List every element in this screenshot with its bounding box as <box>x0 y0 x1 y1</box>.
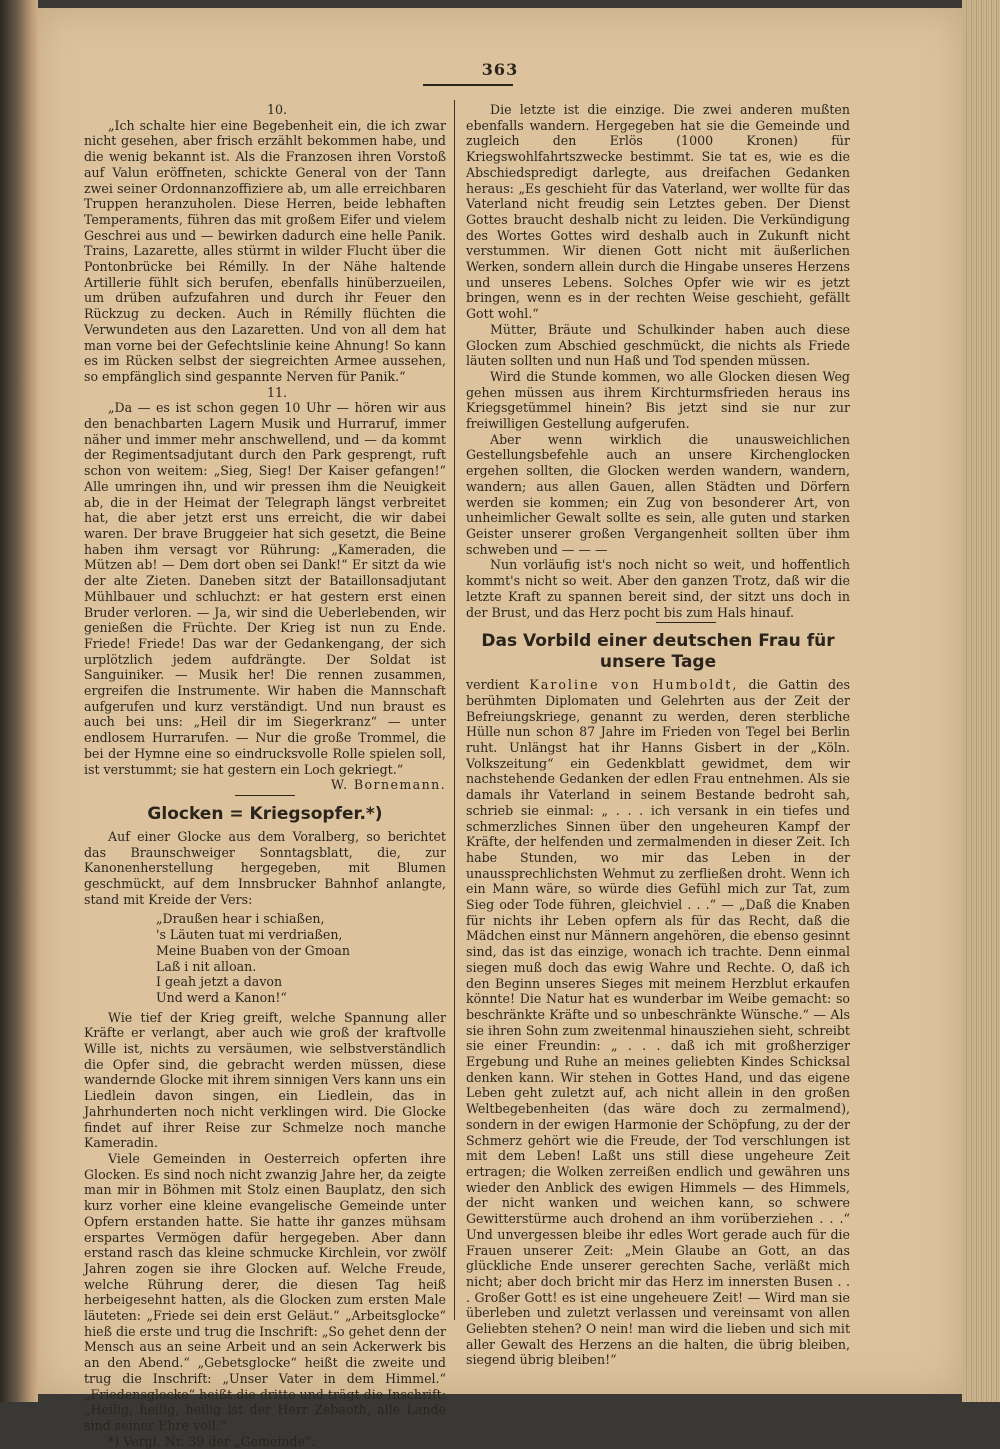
glocken-continued-paragraph: Wird die Stunde kommen, wo alle Glocken diesen Weg gehen müssen aus ihrem Kirchturmsfrieden heraus ins Kriegsgetümmel hinein? Bis jetzt sind sie nur zur freiwilligen Gestellung aufgerufen. <box>466 368 850 432</box>
heading-line-2: unsere Tage <box>599 652 717 673</box>
glocken-paragraph: Viele Gemeinden in Oesterreich opferten ihre Glocken. Es sind noch nicht zwanzig Jahre her, da zeigte man mir in Böhmen mit Stolz einen Bauplatz, den sich kurz vorher eine kleine evangelische Gemeinde unter Opfern erstanden hatte. Sie hatte ihr ganzes mühsam erspartes Vermögen dafür hergegeben. Aber dann erstand rasch das kleine schmucke Kirchlein, vor zwölf Jahren zogen sie ihre Glocken auf. Welche Freude, welche Rührung derer, die diesen Tag heiß herbeigesehnt hatten, als die Glocken zum ersten Male läuteten: „Friede sei dein erst Geläut.“ „Arbeitsglocke“ hieß die erste und trug die Inschrift: „So gehet denn der Mensch aus an seine Arbeit und an sein Ackerwerk bis an den Abend.“ „Gebetsglocke“ heißt die zweite und trug die Inschrift: „Unser Vater in dem Himmel.“ „Friedensglocke“ heißt die dritte und trägt die Inschrift: „Heilig, heilig, heilig ist der Herr Zebaoth, alle Lande sind seiner Ehre voll.“ <box>84 1151 446 1433</box>
heading-line-1: Das Vorbild einer deutschen Frau für <box>481 631 835 652</box>
verse-line: Meine Buaben von der Gmoan <box>156 942 350 958</box>
book-binding <box>0 0 38 1402</box>
glocken-intro: Auf einer Glocke aus dem Voralberg, so berichtet das Braunschweiger Sonntagsblatt, die, zur Kanonenherstellung hergegeben, mit Blumen geschmückt, auf dem Innsbrucker Bahnhof anlangte, stand mit Kreide der Vers: <box>84 828 446 907</box>
glocken-continued-paragraph: Mütter, Bräute und Schulkinder haben auch diese Glocken zum Abschied geschmückt, die nichts als Friede läuten sollten und nun Haß und Tod spenden müssen. <box>466 321 850 369</box>
person-name: Karoline von Humboldt, <box>529 677 739 693</box>
verse-line: I geah jetzt a davon <box>156 974 283 990</box>
section-10-paragraph: „Ich schalte hier eine Begebenheit ein, die ich zwar nicht gesehen, aber frisch erzählt bekommen habe, und die wenig bekannt ist. Als die Franzosen ihren Vorstoß auf Valun eröffneten, schickte General von der Tann zwei seiner Ordonnanzoffiziere ab, um alle erreichbaren Truppen heranzuholen. Diese Herren, beide lebhaften Temperaments, führen das mit großem Eifer und vielem Geschrei aus und — bewirken dadurch eine helle Panik. Trains, Lazarette, alles stürmt in wilder Flucht über die Pontonbrücke bei Rémilly. In der Nähe haltende Artillerie fühlt sich berufen, ebenfalls hinüberzueilen, um drüben aufzufahren und durch ihr Feuer den Rückzug zu decken. Auch in Rémilly flüchten die Verwundeten aus den Lazaretten. Und von all dem hat man vorne bei der Gefechtslinie keine Ahnung! So kann es im Rücken selbst der siegreichten Armee aussehen, so empfänglich sind gespannte Nerven für Panik.“ <box>84 117 446 384</box>
article-separator <box>656 622 716 623</box>
page-edges <box>962 0 1000 1402</box>
verse-line: Laß i nit alloan. <box>156 958 257 974</box>
verse-line: „Draußen hear i schiaßen, <box>156 911 325 927</box>
glocken-continued-paragraph: Nun vorläufig ist's noch nicht so weit, und hoffentlich kommt's nicht so weit. Aber den ganzen Trotz, daß wir die letzte Kraft zu spannen bereit sind, der sitzt uns doch in der Brust, und das Herz pocht bis zum Hals hinauf. <box>466 557 850 620</box>
column-divider <box>454 100 455 1320</box>
glocken-continued-paragraph: Die letzte ist die einzige. Die zwei anderen mußten ebenfalls wandern. Hergegeben hat sie die Gemeinde und zugleich den Erlös (1000 Kronen) für Kriegswohlfahrtszwecke bestimmt. Sie tat es, wie es die Abschiedspredigt darlegte, aus dreifachen Gedanken heraus: „Es geschieht für das Vaterland, wer wollte für das Vaterland nicht freudig sein Letztes geben. Der Dienst Gottes braucht deshalb nicht zu leiden. Die Verkündigung des Wortes Gottes wird deshalb auch in Zukunft nicht verstummen. Wir dienen Gott nicht mit äußerlichen Werken, sondern allein durch die Hingabe unseres Herzens und unseres Lebens. Solches Opfer wie wir es jetzt bringen, wenn es in der rechten Weise geschieht, gefällt Gott wohl.“ <box>466 102 850 322</box>
section-number-10: 10. <box>266 102 288 117</box>
verse-line: 's Läuten tuat mi verdriaßen, <box>156 927 343 943</box>
glocken-continued-paragraph: Aber wenn wirklich die unausweichlichen Gestellungsbefehle auch an unsere Kirchenglocken ergehen sollten, die Glocken werden wandern, wandern, wandern; aus allen Gauen, allen Städten und Dörfern werden sie kommen; ein Zug von besonderer Art, von unheimlicher Gewalt sollte es sein, alle guten und starken Geister unserer großen Vergangenheit sollten über ihm schweben und — — — <box>466 431 850 557</box>
lead-word: verdient <box>466 677 520 693</box>
article-separator <box>235 795 295 796</box>
vorbild-body: die Gattin des berühmten Diplomaten und Gelehrten aus der Zeit der Befreiungskriege, genannt zu werden, deren sterbliche Hülle nun schon 87 Jahre im Frieden von Tegel bei Berlin ruht. Unlängst hat ihr Hanns Gisbert in der „Köln. Volkszeitung“ ein Gedenkblatt gewidmet, dem wir nachstehende Gedanken der edlen Frau entnehmen. Als sie damals ihr Vaterland in seinem Bestande bedroht sah, schrieb sie einmal: „ . . . ich versank in ein tiefes und schmerzliches Sinnen über den ungeheuren Kampf der Kräfte, der helfenden und zermalmenden in dieser Zeit. Ich habe Stunden, wo mir das Leben in der unaussprechlichsten Wehmut zu zerfließen droht. Wenn ich ein Mann wäre, so würde dies Gefühl mich zur Tat, zum Sieg oder Tode führen, gleichviel . . .“ — „Daß die Knaben für nichts ihr Leben opfern als für das Recht, daß die Mädchen einst nur Männern angehören, die ebenso gesinnt sind, das ist das einzige, wonach ich trachte. Denn einmal siegen muß doch das ewig Wahre und Rechte. O, daß ich den Beginn unseres Sieges mit meinem Herzblut erkaufen könnte! Die Natur hat es wunderbar im Weibe gemacht: so beschränkte Kräfte und so unbeschränkte Wünsche.“ — Als sie ihren Sohn zum zweitenmal hinausziehen sieht, schreibt sie einer Freundin: „ . . . daß ich mit großherziger Ergebung und Ruhe an meines geliebten Kindes Schicksal denken kann. Wir stehen in Gottes Hand, und das eigene Leben geht zuletzt auf, ach nicht allein in den großen Weltbegebenheiten (das wäre doch zu zermalmend), sondern in der ewigen Harmonie der Schöpfung, zu der der Schmerz gehört wie die Freude, der Tod verschlungen ist mit dem Leben! Laßt uns still diese ungeheure Zeit ertragen; die Wolken zerreißen endlich und gewähren uns wieder den Anblick des ewigen Himmels — des Himmels, der nicht wanken und weichen kann, so schwere Gewitterstürme auch drohend an ihm vorüberziehen . . .“ Und unvergessen bleibe ihr edles Wort gerade auch für die Frauen unserer Zeit: „Mein Glaube an Gott, an das glückliche Ende unserer gerechten Sache, verläßt mich nicht; aber doch bricht mir das Herz im innersten Busen . . . Großer Gott! es ist eine ungeheuere Zeit! — Wird man sie überleben und zuletzt verlassen und vereinsamt von allen Geliebten stehen? O nein! man wird die lieben und sich mit aller Gewalt des Herzens an die halten, die übrig bleiben, siegend übrig bleiben!“ <box>466 677 850 1368</box>
section-number-11: 11. <box>266 384 288 400</box>
section-11-paragraph: „Da — es ist schon gegen 10 Uhr — hören wir aus den benachbarten Lagern Musik und Hurraruf, immer näher und immer mehr anschwellend, und — da kommt der Regimentsadjutant durch den Park gesprengt, ruft schon von weitem: „Sieg, Sieg! Der Kaiser gefangen!“ Alle umringen ihn, und wir pressen ihm die Neuigkeit ab, die in der Heimat der Telegraph längst verbreitet hat, die aber jetzt erst uns erreicht, die wir dabei waren. Der brave Bruggeier hat sich gesetzt, die Beine haben ihm versagt vor Rührung: „Kameraden, die Mützen ab! — Dem dort oben sei Dank!“ Er sitzt da wie der alte Zieten. Daneben sitzt der Bataillonsadjutant Mühlbauer und schluchzt: er hat gestern erst einen Bruder verloren. — Ja, wir sind die Ueberlebenden, wir genießen die Früchte. Der Krieg ist nun zu Ende. Friede! Friede! Das war der Gedankengang, der sich urplötzlich jedem aufdrängte. Der Soldat ist Sanguiniker. — Musik her! Die rennen zusammen, ergreifen die Instrumente. Wir haben die Mannschaft aufgerufen und kurz verständigt. Und nun braust es auch bei uns: „Heil dir im Siegerkranz“ — unter endlosem Hurrarufen. — Nur die große Trommel, die bei der Hymne eine so eindrucksvolle Rolle spielen soll, ist verstummt; sie hat gestern ein Loch gekriegt.“ <box>84 400 446 777</box>
page-number: 363 <box>481 60 519 79</box>
newspaper-page <box>38 8 962 1449</box>
article-heading-vorbild <box>466 631 850 673</box>
article-heading-glocken: Glocken = Kriegsopfer.*) <box>147 803 383 824</box>
right-column <box>466 102 850 1368</box>
left-column <box>84 102 446 1449</box>
footnote: *) Vergl. Nr. 39 der „Gemeinde“. <box>108 1433 316 1449</box>
header-rule <box>423 84 513 86</box>
verse-line: Und werd a Kanon!“ <box>156 989 287 1005</box>
verse-block <box>156 911 446 1005</box>
vorbild-paragraph <box>466 677 850 1368</box>
author-signature: W. Bornemann. <box>330 777 446 793</box>
glocken-paragraph: Wie tief der Krieg greift, welche Spannung aller Kräfte er verlangt, aber auch wie groß der kraftvolle Wille ist, nichts zu versäumen, wie selbstverständlich die Opfer sind, die gebracht werden müssen, diese wandernde Glocke mit ihrem sinnigen Vers kann uns ein Liedlein davon singen, ein Liedlein, das in Jahrhunderten noch nicht verklingen wird. Die Glocke findet auf ihrer Reise zur Schmelze noch manche Kameradin. <box>84 1009 446 1151</box>
